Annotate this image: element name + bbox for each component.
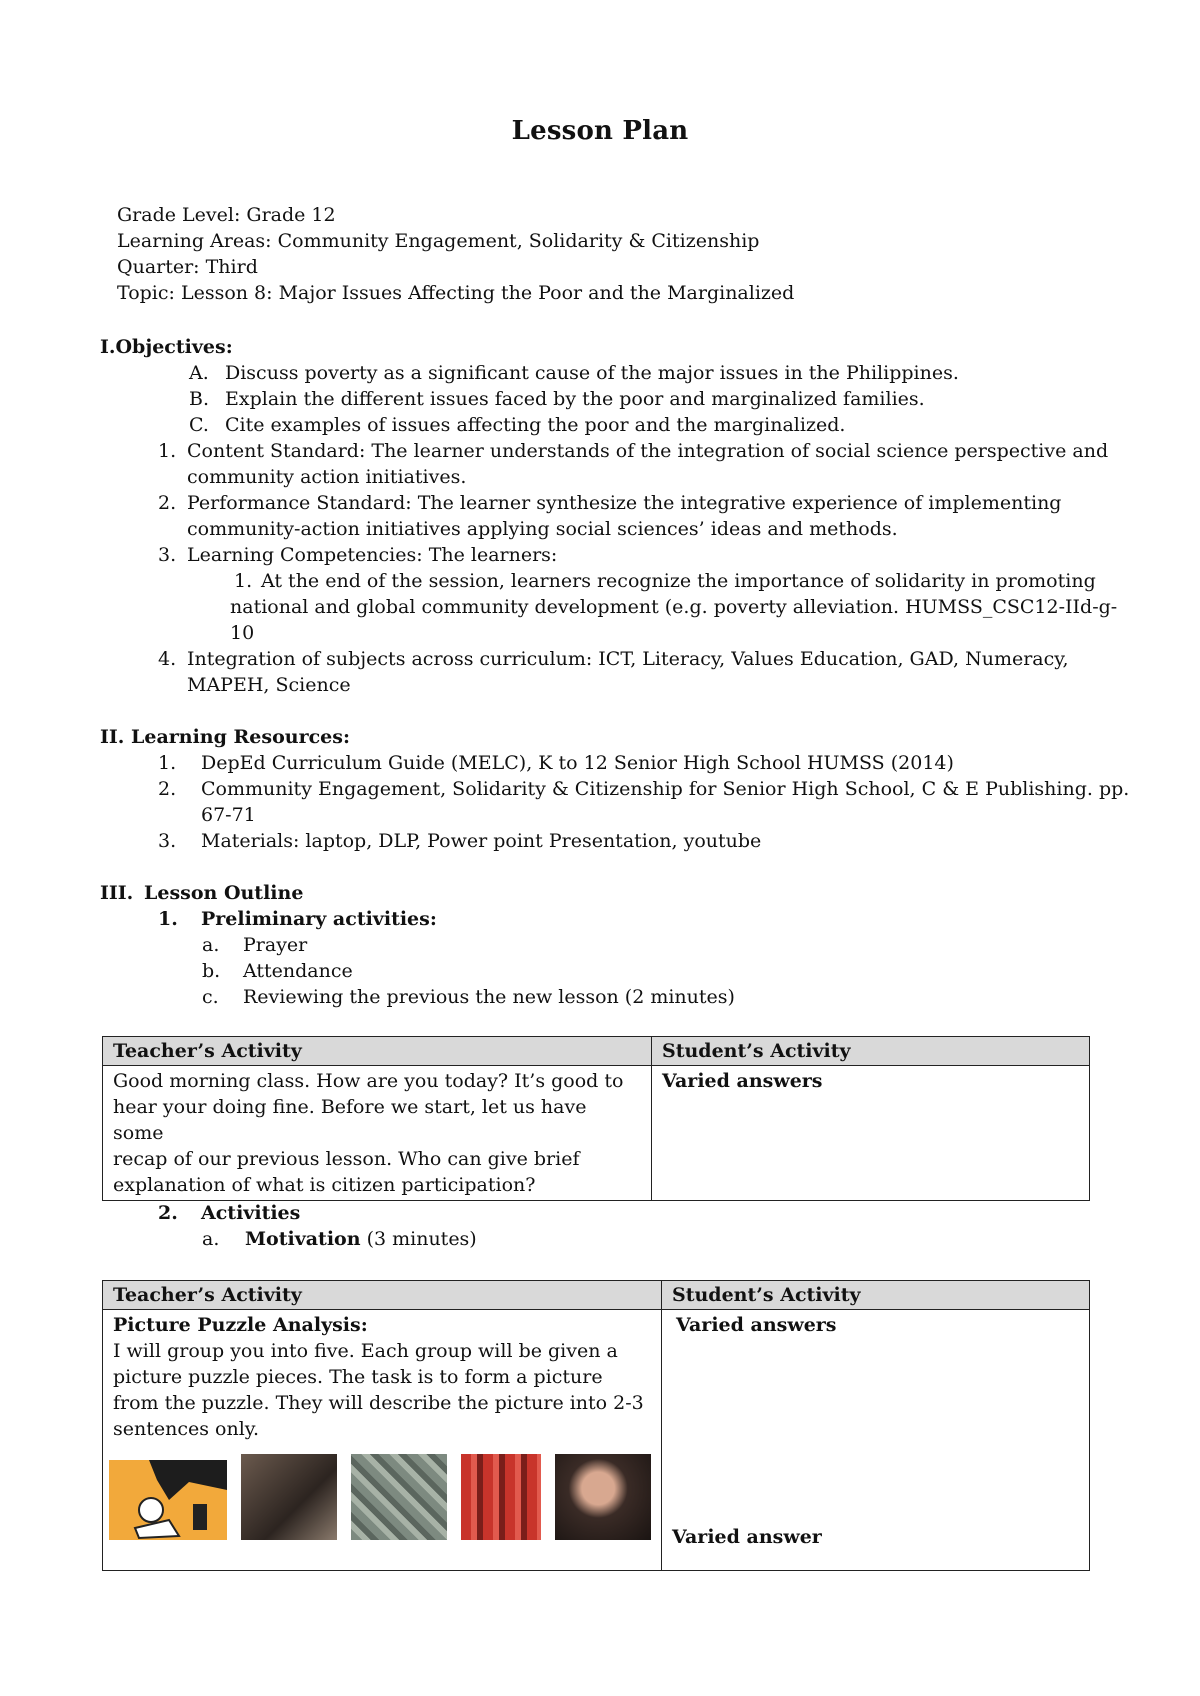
motivation-activity-table [102,1280,1090,1571]
resource-item-cont: 67-71 [201,804,256,826]
preliminary-item: Reviewing the previous the new lesson (2 minutes) [243,986,735,1008]
teacher-activity-cell [103,1066,652,1201]
resource-item: DepEd Curriculum Guide (MELC), K to 12 Senior High School HUMSS (2014) [201,752,954,774]
student-activity-header: Student’s Activity [652,1037,1090,1066]
teacher-line: I will group you into five. Each group will be given a [113,1340,618,1362]
integration-marker: 4. [158,648,177,670]
activities-marker: 2. [158,1202,178,1224]
student-answer-bottom: Varied answer [672,1526,822,1548]
activity-title: Picture Puzzle Analysis: [113,1314,368,1336]
teacher-activity-header: Teacher’s Activity [103,1037,652,1066]
content-standard-marker: 1. [158,440,177,462]
activities-heading: Activities [201,1202,301,1224]
motivation-label: Motivation [245,1228,361,1250]
learning-areas: Learning Areas: Community Engagement, Solidarity & Citizenship [117,230,760,252]
puzzle-pictures [109,1454,651,1540]
integration-subjects-cont: MAPEH, Science [187,674,351,696]
teacher-line: Good morning class. How are you today? It’s good to [113,1070,624,1092]
quarter: Quarter: Third [117,256,258,278]
motivation-marker: a. [202,1228,220,1250]
objective-item: Cite examples of issues affecting the poor and the marginalized. [225,414,846,436]
performance-standard-marker: 2. [158,492,177,514]
content-standard: Content Standard: The learner understands of the integration of social science perspective and [187,440,1109,462]
teacher-line: recap of our previous lesson. Who can give brief [113,1148,580,1170]
resource-item: Community Engagement, Solidarity & Citizenship for Senior High School, C & E Publishing. pp. [201,778,1130,800]
table-row [103,1310,1090,1571]
teacher-line: hear your doing fine. Before we start, let us have some [113,1096,587,1144]
teacher-line: from the puzzle. They will describe the picture into 2-3 [113,1392,644,1414]
poverty-cartoon-image [109,1460,227,1540]
competency-item-cont: national and global community development (e.g. poverty alleviation. HUMSS_CSC12-IId-g- [230,596,1118,618]
content-standard-cont: community action initiatives. [187,466,467,488]
student-activity-cell [662,1310,1090,1571]
preliminary-item-marker: a. [202,934,220,956]
protest-rally-image [461,1454,541,1540]
teacher-line: explanation of what is citizen participation? [113,1174,536,1196]
preliminary-item: Attendance [243,960,353,982]
objective-marker: A. [189,362,209,384]
outline-heading: Lesson Outline [144,882,304,904]
topic: Topic: Lesson 8: Major Issues Affecting the Poor and the Marginalized [117,282,795,304]
table-header-row [103,1037,1090,1066]
lesson-info [117,202,794,306]
motivation-duration: (3 minutes) [360,1228,477,1250]
performance-standard: Performance Standard: The learner synthesize the integrative experience of implementing [187,492,1062,514]
objectives-heading: I.Objectives: [100,336,233,358]
resources-heading: II. Learning Resources: [100,726,350,748]
resource-marker: 2. [158,778,177,800]
slum-housing-image [351,1454,447,1540]
integration-subjects: Integration of subjects across curriculum: ICT, Literacy, Values Education, GAD, Numeracy, [187,648,1069,670]
competency-item-cont: 10 [230,622,255,644]
objective-item: Discuss poverty as a significant cause of the major issues in the Philippines. [225,362,959,384]
objective-marker: C. [189,414,209,436]
resource-marker: 1. [158,752,177,774]
preliminary-item: Prayer [243,934,308,956]
preliminary-item-marker: b. [202,960,221,982]
review-activity-table [102,1036,1090,1201]
motivation-item [245,1228,477,1250]
preliminary-item-marker: c. [202,986,219,1008]
learning-competencies: Learning Competencies: The learners: [187,544,558,566]
student-activity-header: Student’s Activity [662,1281,1090,1310]
teacher-activity-header: Teacher’s Activity [103,1281,662,1310]
student-answer: Varied answers [676,1314,837,1336]
cartoon-icon [109,1460,227,1540]
competency-sub-marker: 1. [234,570,253,592]
outline-number: III. [100,882,134,904]
performance-standard-cont: community-action initiatives applying social sciences’ ideas and methods. [187,518,898,540]
competencies-marker: 3. [158,544,177,566]
objective-marker: B. [189,388,210,410]
competency-item: At the end of the session, learners recognize the importance of solidarity in promoting [261,570,1096,592]
teacher-activity-cell [103,1310,662,1571]
teacher-line: sentences only. [113,1418,260,1440]
page-title: Lesson Plan [511,116,689,146]
grade-level: Grade Level: Grade 12 [117,204,336,226]
resource-marker: 3. [158,830,177,852]
preliminary-heading: Preliminary activities: [201,908,437,930]
preliminary-marker: 1. [158,908,178,930]
student-activity-cell [652,1066,1090,1201]
domestic-violence-image [555,1454,651,1540]
table-row [103,1066,1090,1201]
table-header-row [103,1281,1090,1310]
objective-item: Explain the different issues faced by the poor and marginalized families. [225,388,925,410]
resource-item: Materials: laptop, DLP, Power point Presentation, youtube [201,830,762,852]
child-poverty-image [241,1454,337,1540]
student-answer: Varied answers [662,1070,823,1092]
teacher-line: picture puzzle pieces. The task is to form a picture [113,1366,603,1388]
